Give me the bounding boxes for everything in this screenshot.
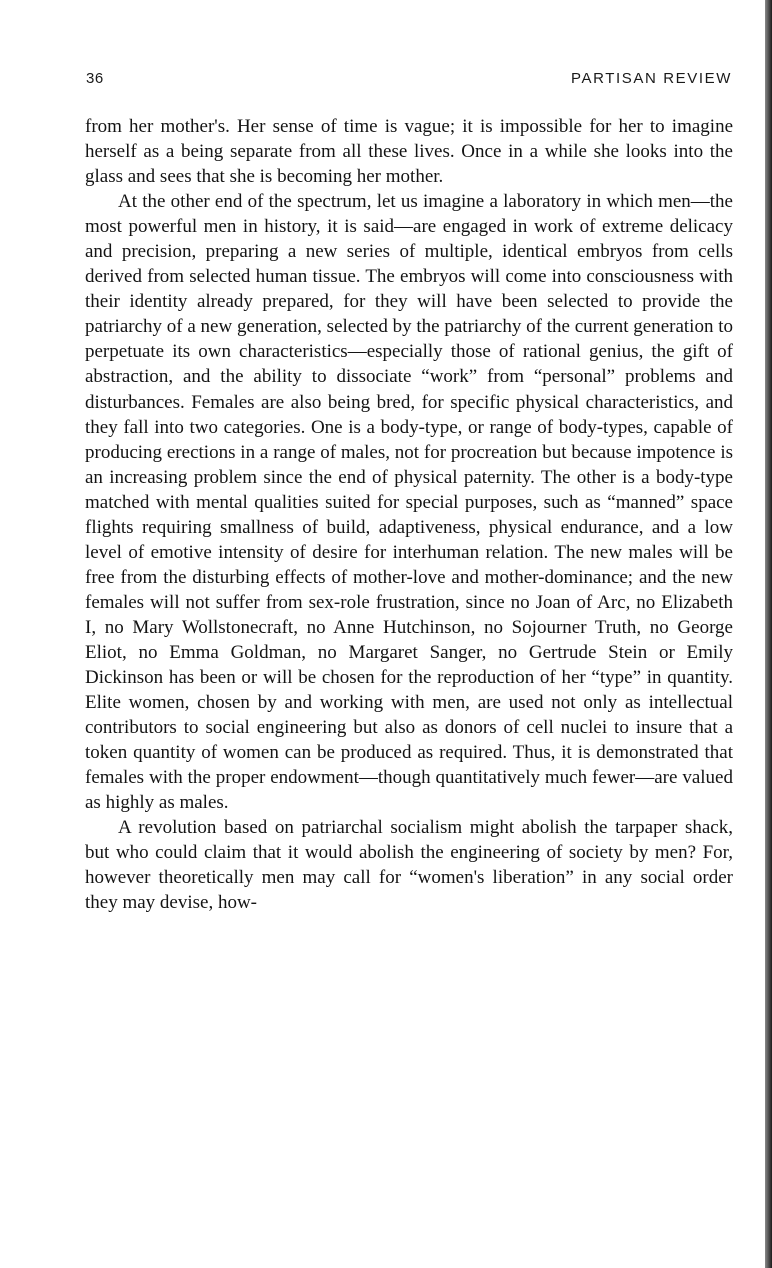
page-edge-shadow [765,0,772,1268]
paragraph-2: At the other end of the spectrum, let us imagine a laboratory in which men—the most powerful men in history, it is said—are engaged in work of extreme delicacy and precision, preparing a new series of multiple, identical embryos from cells derived from selected human tissue. The embryos will come into consciousness with their identity already prepared, for they will have been selected to provide the patriarchy of a new generation, selected by the patriarchy of the current generation to perpetuate its own characteristics—especially those of rational genius, the gift of abstraction, and the ability to dissociate “work” from “personal” problems and disturbances. Females are also being bred, for specific physical characteristics, and they fall into two categories. One is a body-type, or range of body-types, capable of producing erections in a range of males, not for procreation but because impotence is an increasing problem since the end of physical paternity. The other is a body-type matched with mental qualities suited for special purposes, such as “manned” space flights requiring smallness of build, adaptiveness, physical endurance, and a low level of emotive intensity of desire for interhuman relation. The new males will be free from the disturbing effects of mother-love and mother-dominance; and the new females will not suffer from sex-role frustration, since no Joan of Arc, no Elizabeth I, no Mary Wollstonecraft, no Anne Hutchinson, no Sojourner Truth, no George Eliot, no Emma Goldman, no Margaret Sanger, no Gertrude Stein or Emily Dickinson has been or will be chosen for the reproduction of her “type” in quantity. Elite women, chosen by and working with men, are used not only as intellectual contributors to social engineering but also as donors of cell nuclei to insure that a token quantity of women can be produced as required. Thus, it is demonstrated that females with the proper endowment—though quantitatively much fewer—are valued as highly as males. [85,191,733,814]
page-number: 36 [86,70,104,87]
running-head: PARTISAN REVIEW [571,70,732,87]
paragraph-3: A revolution based on patriarchal socialism might abolish the tarpaper shack, but who could claim that it would abolish the engineering of society by men? For, however theoretically men may call for “women's liberation” in any social order they may devise, how- [85,817,733,914]
body-text [85,114,733,916]
paragraph-1: from her mother's. Her sense of time is vague; it is impossible for her to imagine herself as a being separate from all these lives. Once in a while she looks into the glass and sees that she is becoming her mother. [85,116,733,188]
